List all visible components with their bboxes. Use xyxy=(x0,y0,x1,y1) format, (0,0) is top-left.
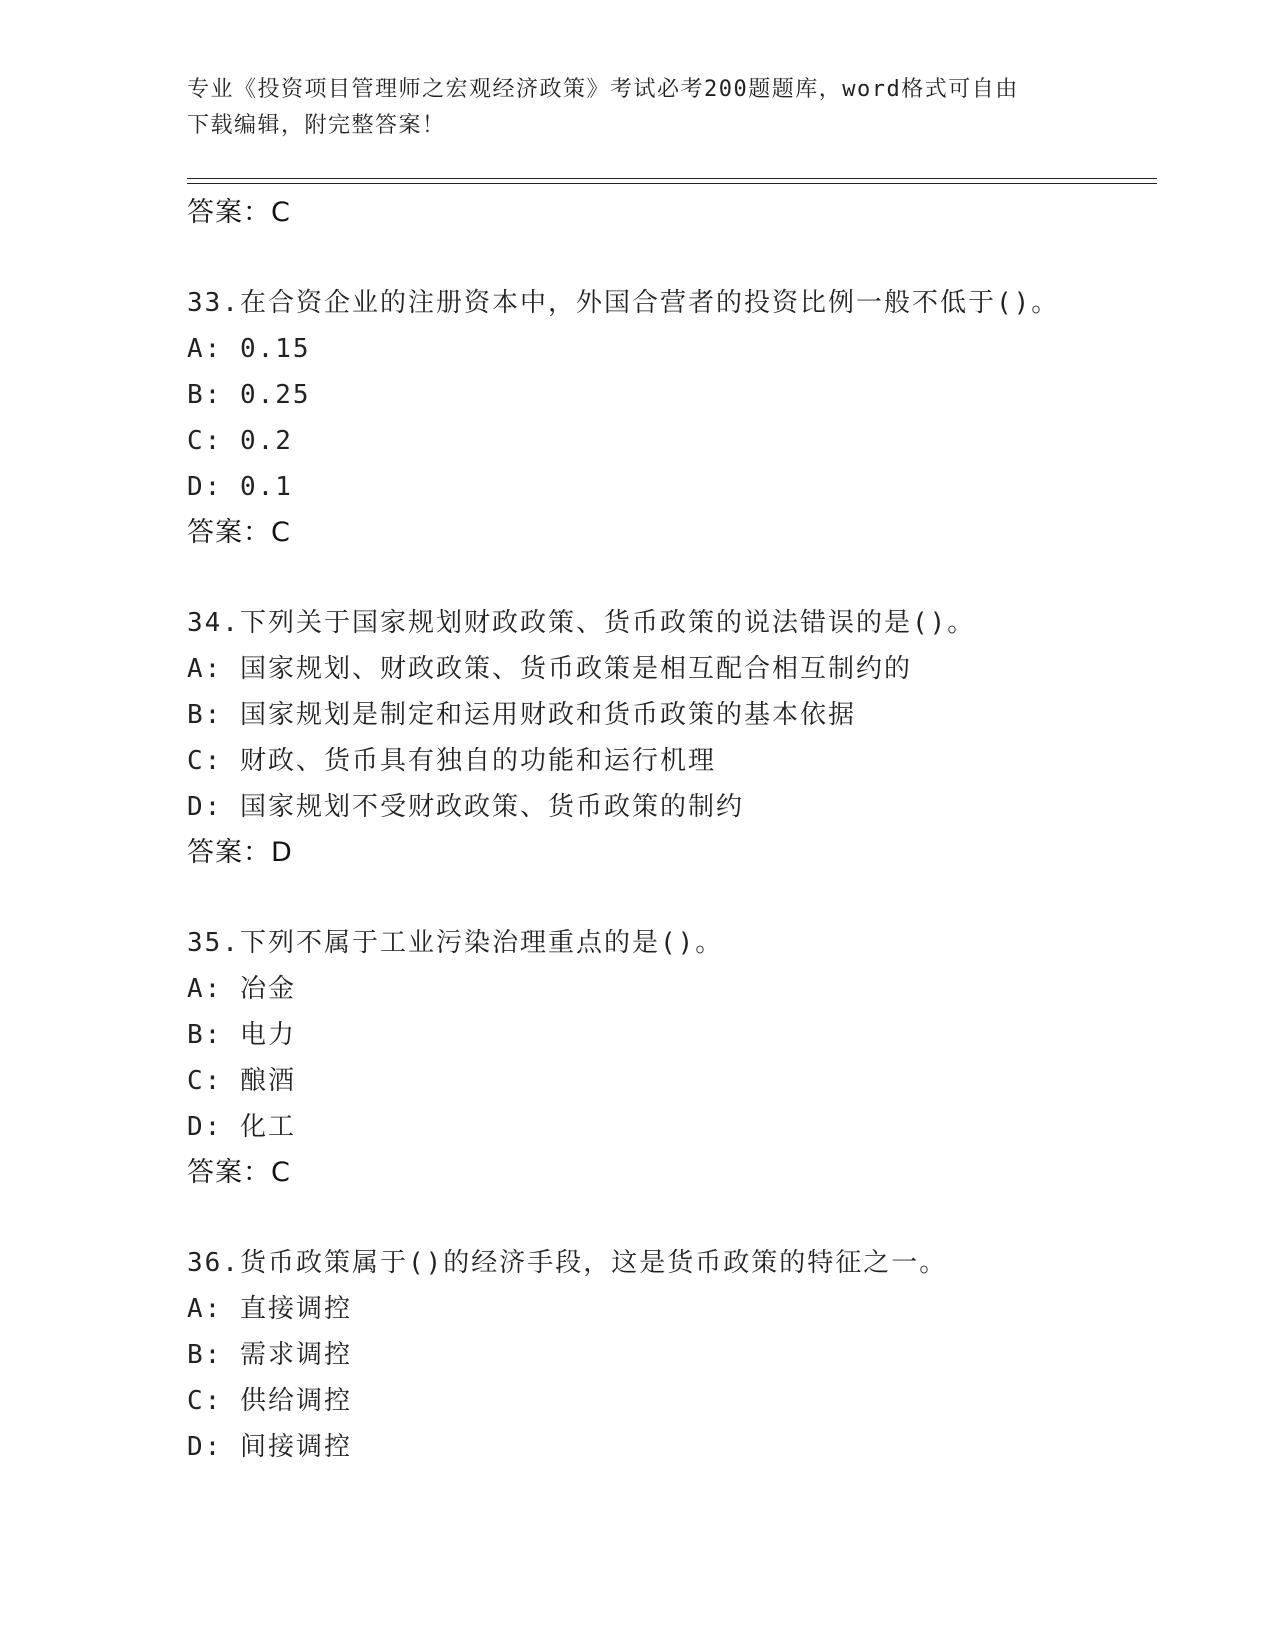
option-a: A: 冶金 xyxy=(187,974,296,1004)
option-c: C: 酿酒 xyxy=(187,1066,296,1096)
answer-line: 答案：C xyxy=(187,517,291,548)
option-d: D: 国家规划不受财政政策、货币政策的制约 xyxy=(187,792,744,822)
option-d: D: 化工 xyxy=(187,1112,296,1142)
option-b: B: 国家规划是制定和运用财政和货币政策的基本依据 xyxy=(187,700,856,730)
question-33 xyxy=(187,280,1147,556)
option-a: A: 0.15 xyxy=(187,334,311,364)
question-text: 36.货币政策属于()的经济手段，这是货币政策的特征之一。 xyxy=(187,1248,948,1278)
header-rule-bottom xyxy=(187,183,1157,184)
option-a: A: 国家规划、财政政策、货币政策是相互配合相互制约的 xyxy=(187,654,912,684)
answer-line: 答案：D xyxy=(187,837,293,868)
option-c: C: 供给调控 xyxy=(187,1386,352,1416)
header-rule-top xyxy=(187,178,1157,179)
question-34 xyxy=(187,600,1147,876)
document-header xyxy=(187,72,1087,144)
option-c: C: 0.2 xyxy=(187,426,293,456)
question-36 xyxy=(187,1240,1147,1470)
option-b: B: 电力 xyxy=(187,1020,296,1050)
option-d: D: 0.1 xyxy=(187,472,293,502)
header-line-1: 专业《投资项目管理师之宏观经济政策》考试必考200题题库，word格式可自由 xyxy=(187,77,1019,102)
answer-line: 答案：C xyxy=(187,197,291,228)
question-list xyxy=(187,190,1147,1470)
header-line-2: 下载编辑，附完整答案！ xyxy=(187,113,446,138)
question-text: 33.在合资企业的注册资本中，外国合营者的投资比例一般不低于()。 xyxy=(187,288,1060,318)
option-c: C: 财政、货币具有独自的功能和运行机理 xyxy=(187,746,716,776)
option-b: B: 0.25 xyxy=(187,380,311,410)
question-35 xyxy=(187,920,1147,1196)
option-d: D: 间接调控 xyxy=(187,1432,352,1462)
question-text: 34.下列关于国家规划财政政策、货币政策的说法错误的是()。 xyxy=(187,608,976,638)
answer-line: 答案：C xyxy=(187,1157,291,1188)
option-a: A: 直接调控 xyxy=(187,1294,352,1324)
question-text: 35.下列不属于工业污染治理重点的是()。 xyxy=(187,928,724,958)
option-b: B: 需求调控 xyxy=(187,1340,352,1370)
